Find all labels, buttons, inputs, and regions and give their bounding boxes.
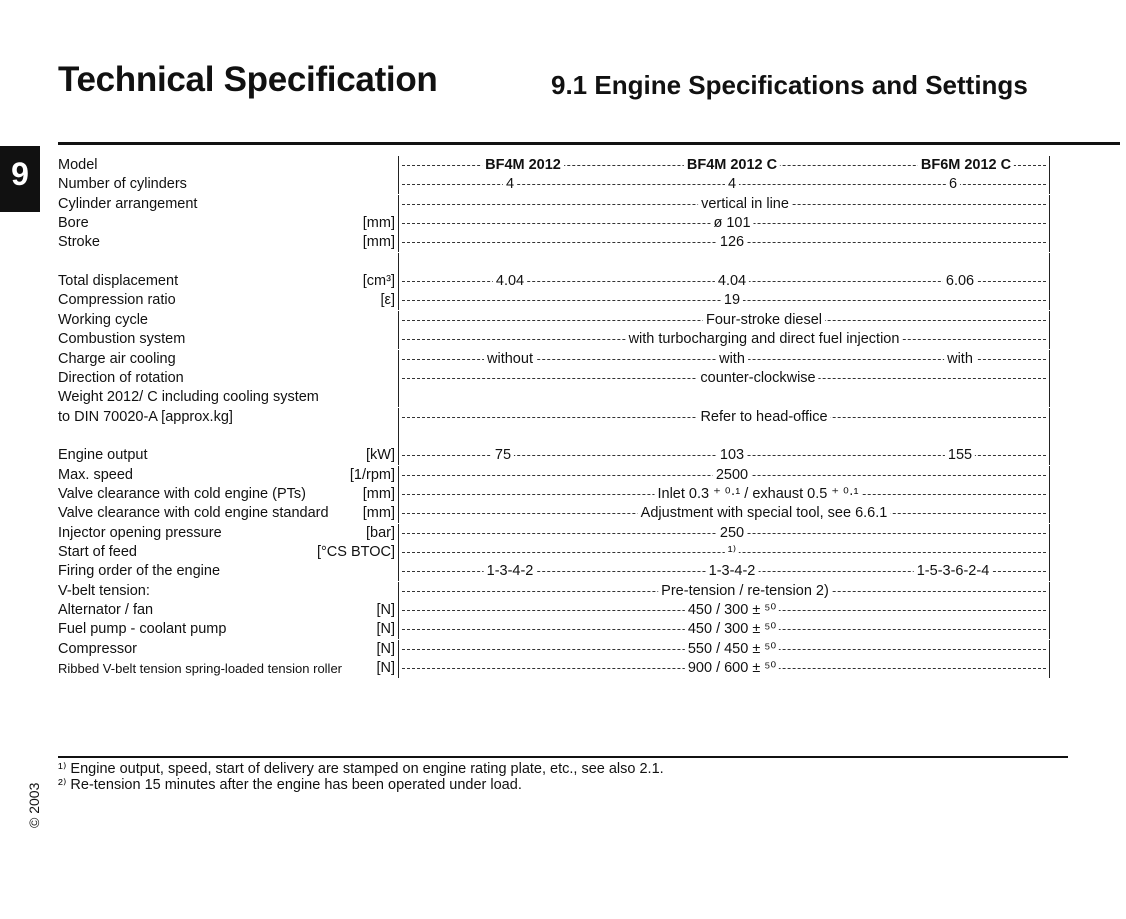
spec-row [0,620,1126,639]
spec-value: 250 [717,524,747,543]
spec-row [0,524,1126,543]
spec-value: 900 / 600 ± ⁵⁰ [685,659,779,678]
spec-value: Refer to head-office [697,408,830,427]
spec-label: Weight 2012/ C including cooling system [58,389,319,405]
chapter-tab: 9 [0,146,40,212]
spec-row [0,330,1126,349]
spec-row [0,446,1126,465]
spec-unit: [ε] [380,292,395,308]
spec-row [0,485,1126,504]
spec-value: 19 [721,291,743,310]
spec-unit: [°CS BTOC] [316,544,395,560]
spec-value: with [716,350,748,369]
copyright: © 2003 [26,782,42,828]
spec-value: 1-3-4-2 [484,562,537,581]
spec-value-cell [398,253,1050,272]
spec-unit: [N] [376,641,395,657]
spec-value-cell [398,427,1050,446]
spec-unit: [kW] [366,447,395,463]
spec-row [0,601,1126,620]
footnote-1: ¹⁾ Engine output, speed, start of delivery are stamped on engine rating plate, etc., see also 2.1. [58,761,664,777]
spec-row [0,233,1126,252]
page-title: Technical Specification [58,60,438,99]
spec-value: 1-3-4-2 [706,562,759,581]
spec-value: 1-5-3-6-2-4 [914,562,993,581]
spec-unit: [N] [376,621,395,637]
spec-row [0,272,1126,291]
spec-row [0,543,1126,562]
spec-value: 4.04 [715,272,749,291]
spec-unit: [mm] [362,234,395,250]
spec-value: 4 [503,175,517,194]
spec-row [0,195,1126,214]
spec-label: Total displacement [58,273,179,289]
spec-label: Valve clearance with cold engine standard [58,505,329,521]
spec-value-cell [398,272,1050,291]
spec-unit: [N] [376,660,395,676]
spec-row [0,504,1126,523]
spec-value-cell [398,408,1050,427]
spec-row [0,640,1126,659]
spec-label: V-belt tension: [58,583,150,599]
spec-value-cell [398,659,1050,678]
spec-value-cell [398,350,1050,369]
spec-label: Engine output [58,447,148,463]
spec-unit: [N] [376,602,395,618]
spec-value: 450 / 300 ± ⁵⁰ [685,620,779,639]
spec-value: 2500 [713,466,751,485]
spec-label: Max. speed [58,467,133,483]
spec-value-cell [398,311,1050,330]
spec-label: Working cycle [58,312,148,328]
spec-value: 450 / 300 ± ⁵⁰ [685,601,779,620]
spec-row [0,350,1126,369]
spec-unit: [mm] [362,486,395,502]
spec-row [0,408,1126,427]
spec-value-cell [398,214,1050,233]
spec-row [0,369,1126,388]
spec-value-cell [398,582,1050,601]
spec-value: with turbocharging and direct fuel injection [626,330,903,349]
spec-value: Four-stroke diesel [703,311,825,330]
spec-value-cell [398,446,1050,465]
spec-row [0,311,1126,330]
spec-label: Alternator / fan [58,602,154,618]
spec-row [0,582,1126,601]
spec-value: 550 / 450 ± ⁵⁰ [685,640,779,659]
spec-value: with [944,350,976,369]
spec-value-cell [398,330,1050,349]
spec-label: Combustion system [58,331,186,347]
spec-row [0,156,1126,175]
spec-label: Compressor [58,641,137,657]
spec-unit: [mm] [362,505,395,521]
spec-value-cell [398,369,1050,388]
spec-value: BF4M 2012 C [684,156,780,175]
spec-value-cell [398,156,1050,175]
spec-value-cell [398,562,1050,581]
spec-label: Fuel pump - coolant pump [58,621,227,637]
spec-label: Bore [58,215,89,231]
spec-row [0,659,1126,678]
spec-unit: [mm] [362,215,395,231]
spec-label: Firing order of the engine [58,563,221,579]
spec-label: Direction of rotation [58,370,184,386]
spec-row [0,427,1126,446]
spec-value: BF6M 2012 C [918,156,1014,175]
spec-value: 75 [492,446,514,465]
spec-label: Compression ratio [58,292,176,308]
footnote-2: ²⁾ Re-tension 15 minutes after the engine has been operated under load. [58,777,522,793]
spec-value-cell [398,466,1050,485]
spec-unit: [cm³] [362,273,395,289]
spec-label: Valve clearance with cold engine (PTs) [58,486,306,502]
spec-label: Stroke [58,234,100,250]
spec-row [0,253,1126,272]
spec-row [0,466,1126,485]
spec-row [0,214,1126,233]
spec-value: 6.06 [943,272,977,291]
spec-value-cell [398,620,1050,639]
spec-value-cell [398,485,1050,504]
section-title: 9.1 Engine Specifications and Settings [551,70,1028,100]
spec-row [0,291,1126,310]
spec-value: 126 [717,233,747,252]
bottom-rule [58,756,1068,758]
spec-value: Inlet 0.3 ⁺ ⁰·¹ / exhaust 0.5 ⁺ ⁰·¹ [654,485,861,504]
spec-value: 4 [725,175,739,194]
spec-value: ¹⁾ [725,543,739,562]
spec-value: 4.04 [493,272,527,291]
spec-value-cell [398,504,1050,523]
spec-label: Number of cylinders [58,176,187,192]
spec-label: Charge air cooling [58,351,176,367]
spec-row [0,562,1126,581]
spec-row [0,388,1126,407]
spec-value-cell [398,195,1050,214]
spec-label: Start of feed [58,544,137,560]
spec-value: 155 [945,446,975,465]
spec-value: counter-clockwise [697,369,818,388]
spec-label: Ribbed V-belt tension spring-loaded tension roller [58,661,343,676]
spec-label: to DIN 70020-A [approx.kg] [58,409,233,425]
spec-value-cell [398,233,1050,252]
spec-value-cell [398,388,1050,407]
spec-value-cell [398,543,1050,562]
spec-value: Adjustment with special tool, see 6.6.1 [638,504,891,523]
spec-value: vertical in line [698,195,792,214]
spec-value: without [484,350,536,369]
spec-value-cell [398,640,1050,659]
spec-unit: [bar] [365,525,395,541]
spec-value-cell [398,291,1050,310]
spec-value: 6 [946,175,960,194]
spec-row [0,175,1126,194]
spec-label: Cylinder arrangement [58,196,198,212]
spec-value-cell [398,601,1050,620]
spec-value-cell [398,524,1050,543]
spec-value: Pre-tension / re-tension 2) [658,582,832,601]
spec-label: Injector opening pressure [58,525,222,541]
spec-value-cell [398,175,1050,194]
spec-value: 103 [717,446,747,465]
spec-label: Model [58,157,98,173]
spec-value: BF4M 2012 [482,156,564,175]
spec-unit: [1/rpm] [349,467,395,483]
spec-value: ø 101 [710,214,753,233]
